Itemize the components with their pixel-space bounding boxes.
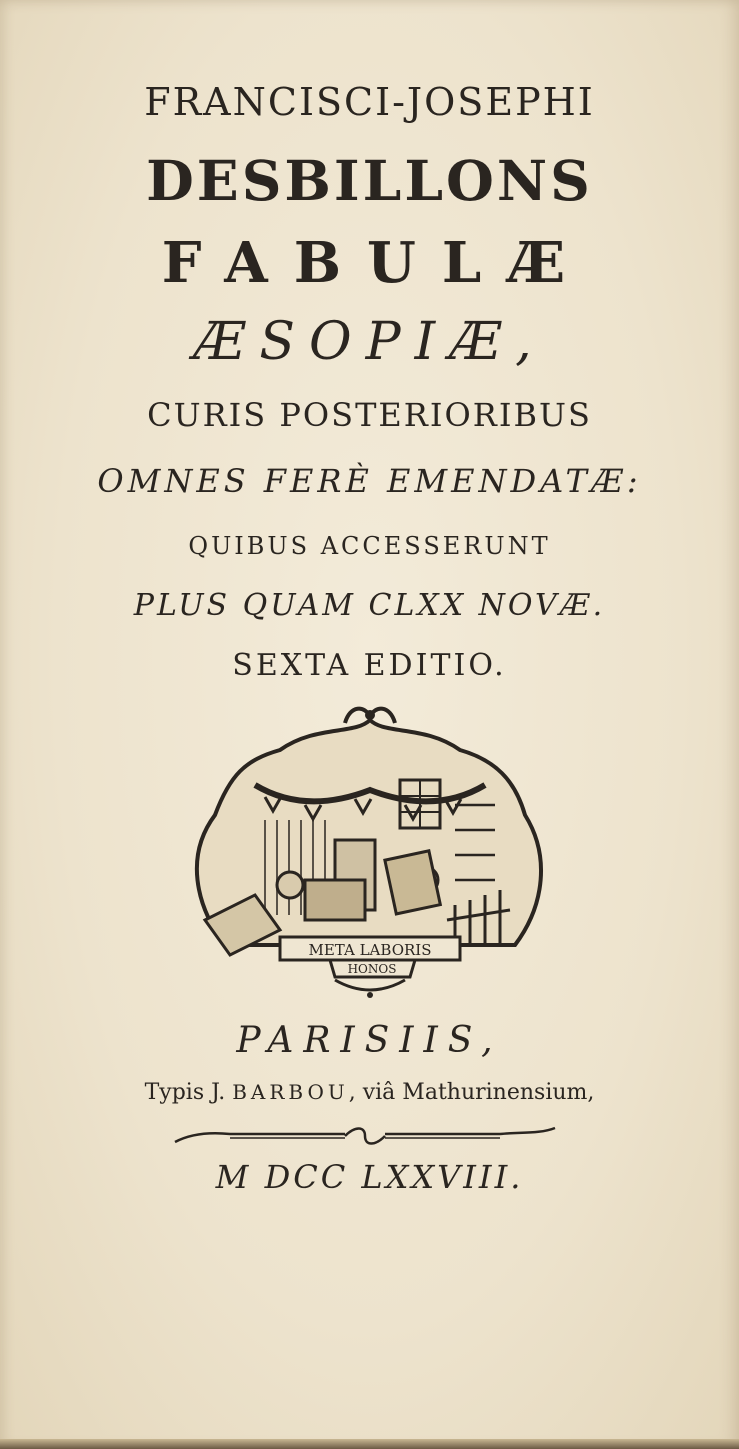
printer-prefix: Typis J. bbox=[144, 1080, 226, 1105]
author-forename: FRANCISCI-JOSEPHI bbox=[144, 80, 595, 124]
printer-name: BARBOU bbox=[232, 1080, 349, 1104]
page-bottom-edge bbox=[0, 1439, 739, 1449]
title-fabulae: FABULÆ bbox=[161, 230, 592, 296]
printer-suffix: , viâ Mathurinensium, bbox=[348, 1080, 595, 1105]
subtitle-quibus: QUIBUS ACCESSERUNT bbox=[188, 532, 551, 560]
title-aesopiae: ÆSOPIÆ, bbox=[193, 312, 546, 372]
edition-statement: SEXTA EDITIO. bbox=[232, 648, 507, 683]
ornamental-rule bbox=[170, 1124, 560, 1148]
imprint-place: PARISIIS, bbox=[236, 1020, 503, 1061]
imprint-date: M DCC LXXVIII. bbox=[215, 1158, 524, 1196]
subtitle-curis: CURIS POSTERIORIBUS bbox=[147, 396, 592, 434]
printers-device-vignette bbox=[185, 705, 555, 1005]
author-surname: DESBILLONS bbox=[146, 148, 593, 213]
subtitle-novae: PLUS QUAM CLXX NOVÆ. bbox=[133, 588, 606, 623]
motto-line-2: HONOS bbox=[347, 962, 397, 976]
subtitle-emendatae: OMNES FERÈ EMENDATÆ: bbox=[97, 462, 642, 500]
imprint-printer bbox=[0, 1080, 739, 1105]
motto-line-1: META LABORIS bbox=[308, 941, 432, 959]
